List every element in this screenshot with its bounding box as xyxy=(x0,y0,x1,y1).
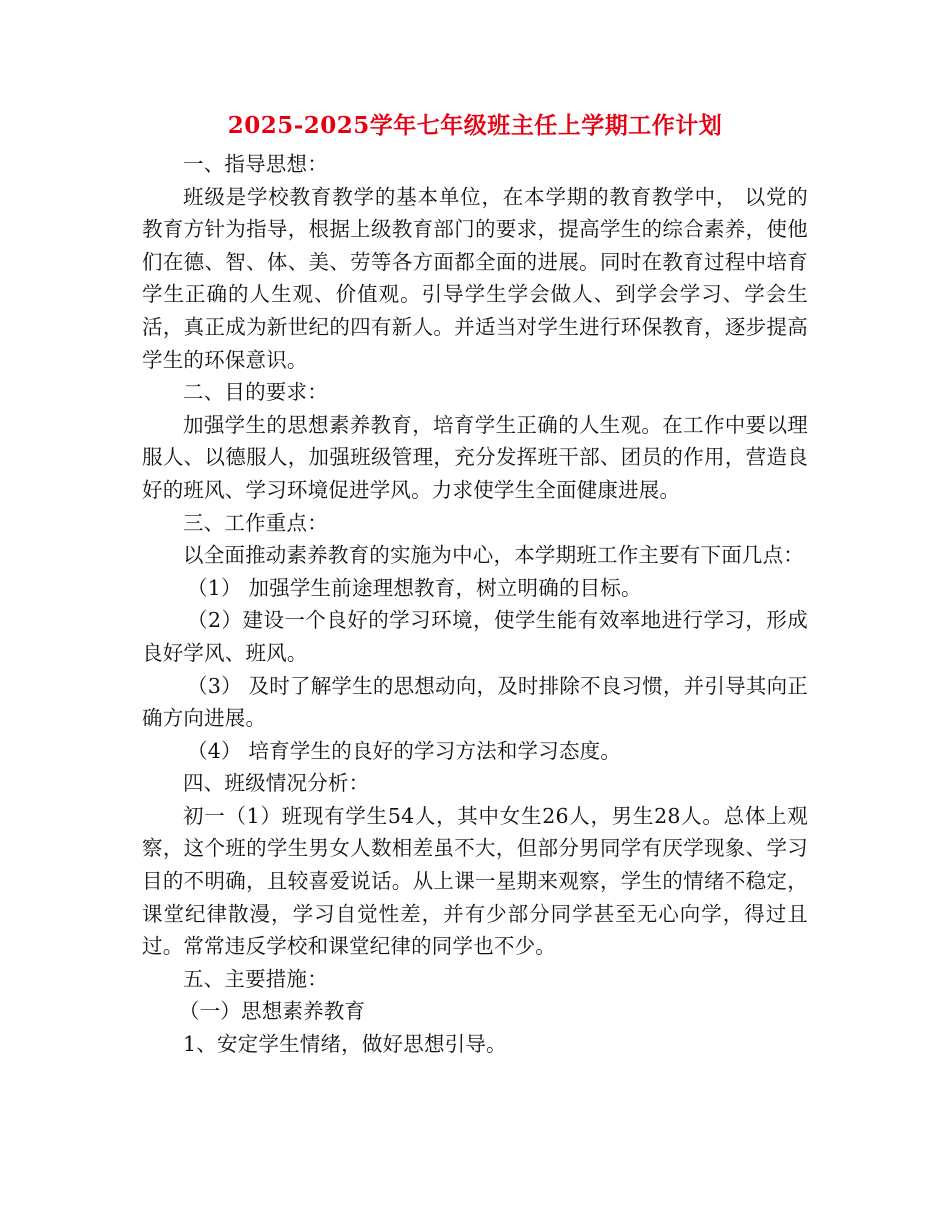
section-heading-objectives: 二、目的要求： xyxy=(183,380,328,405)
section-heading-main-measures: 五、主要措施： xyxy=(183,966,328,991)
document-title: 2025-2025学年七年级班主任上学期工作计划 xyxy=(227,112,723,139)
paragraph-work-focus: 以全面推动素养教育的实施为中心，本学期班工作主要有下面几点： xyxy=(183,543,804,568)
section-heading-guiding-ideology: 一、指导思想： xyxy=(183,152,328,176)
paragraph-objectives: 加强学生的思想素养教育，培育学生正确的人生观。在工作中要以理服人、以德服人，加强班级管理，充分发挥班干部、团员的作用，营造良好的班风、学习环境促进学风。力求使学生全面健康进展。 xyxy=(142,412,808,502)
list-item-focus-1: （1） 加强学生前途理想教育，树立明确的目标。 xyxy=(187,575,642,600)
list-item-measure-1: 1、安定学生情绪，做好思想引导。 xyxy=(183,1032,507,1057)
section-heading-class-analysis: 四、班级情况分析： xyxy=(183,771,370,796)
list-item-focus-3: （3） 及时了解学生的思想动向，及时排除不良习惯，并引导其向正确方向进展。 xyxy=(142,673,808,731)
document-body xyxy=(142,148,808,1061)
list-item-focus-2: （2）建设一个良好的学习环境，使学生能有效率地进行学习，形成良好学风、班风。 xyxy=(142,608,808,665)
section-heading-work-focus: 三、工作重点： xyxy=(183,510,328,535)
subsection-heading-ideological-education: （一）思想素养教育 xyxy=(178,999,366,1024)
list-item-focus-4: （4） 培育学生的良好的学习方法和学习态度。 xyxy=(187,738,622,763)
paragraph-class-analysis: 初一（1）班现有学生54人，其中女生26人，男生28人。总体上观察，这个班的学生男女人数相差虽不大，但部分男同学有厌学现象、学习目的不明确，且较喜爱说话。从上课一星期来观察，学生的情绪不稳定，课堂纪律散漫，学习自觉性差，并有少部分同学甚至无心向学，得过且过。常常违反学校和课堂纪律的同学也不少。 xyxy=(142,803,808,959)
paragraph-guiding-ideology: 班级是学校教育教学的基本单位，在本学期的教育教学中， 以党的教育方针为指导，根据上级教育部门的要求，提高学生的综合素养，使他们在德、智、体、美、劳等各方面都全面的进展。同时在教育过程中培育学生正确的人生观、价值观。引导学生学会做人、到学会学习、学会生活，真正成为新世纪的四有新人。并适当对学生进行环保教育，逐步提高学生的环保意识。 xyxy=(142,184,808,372)
